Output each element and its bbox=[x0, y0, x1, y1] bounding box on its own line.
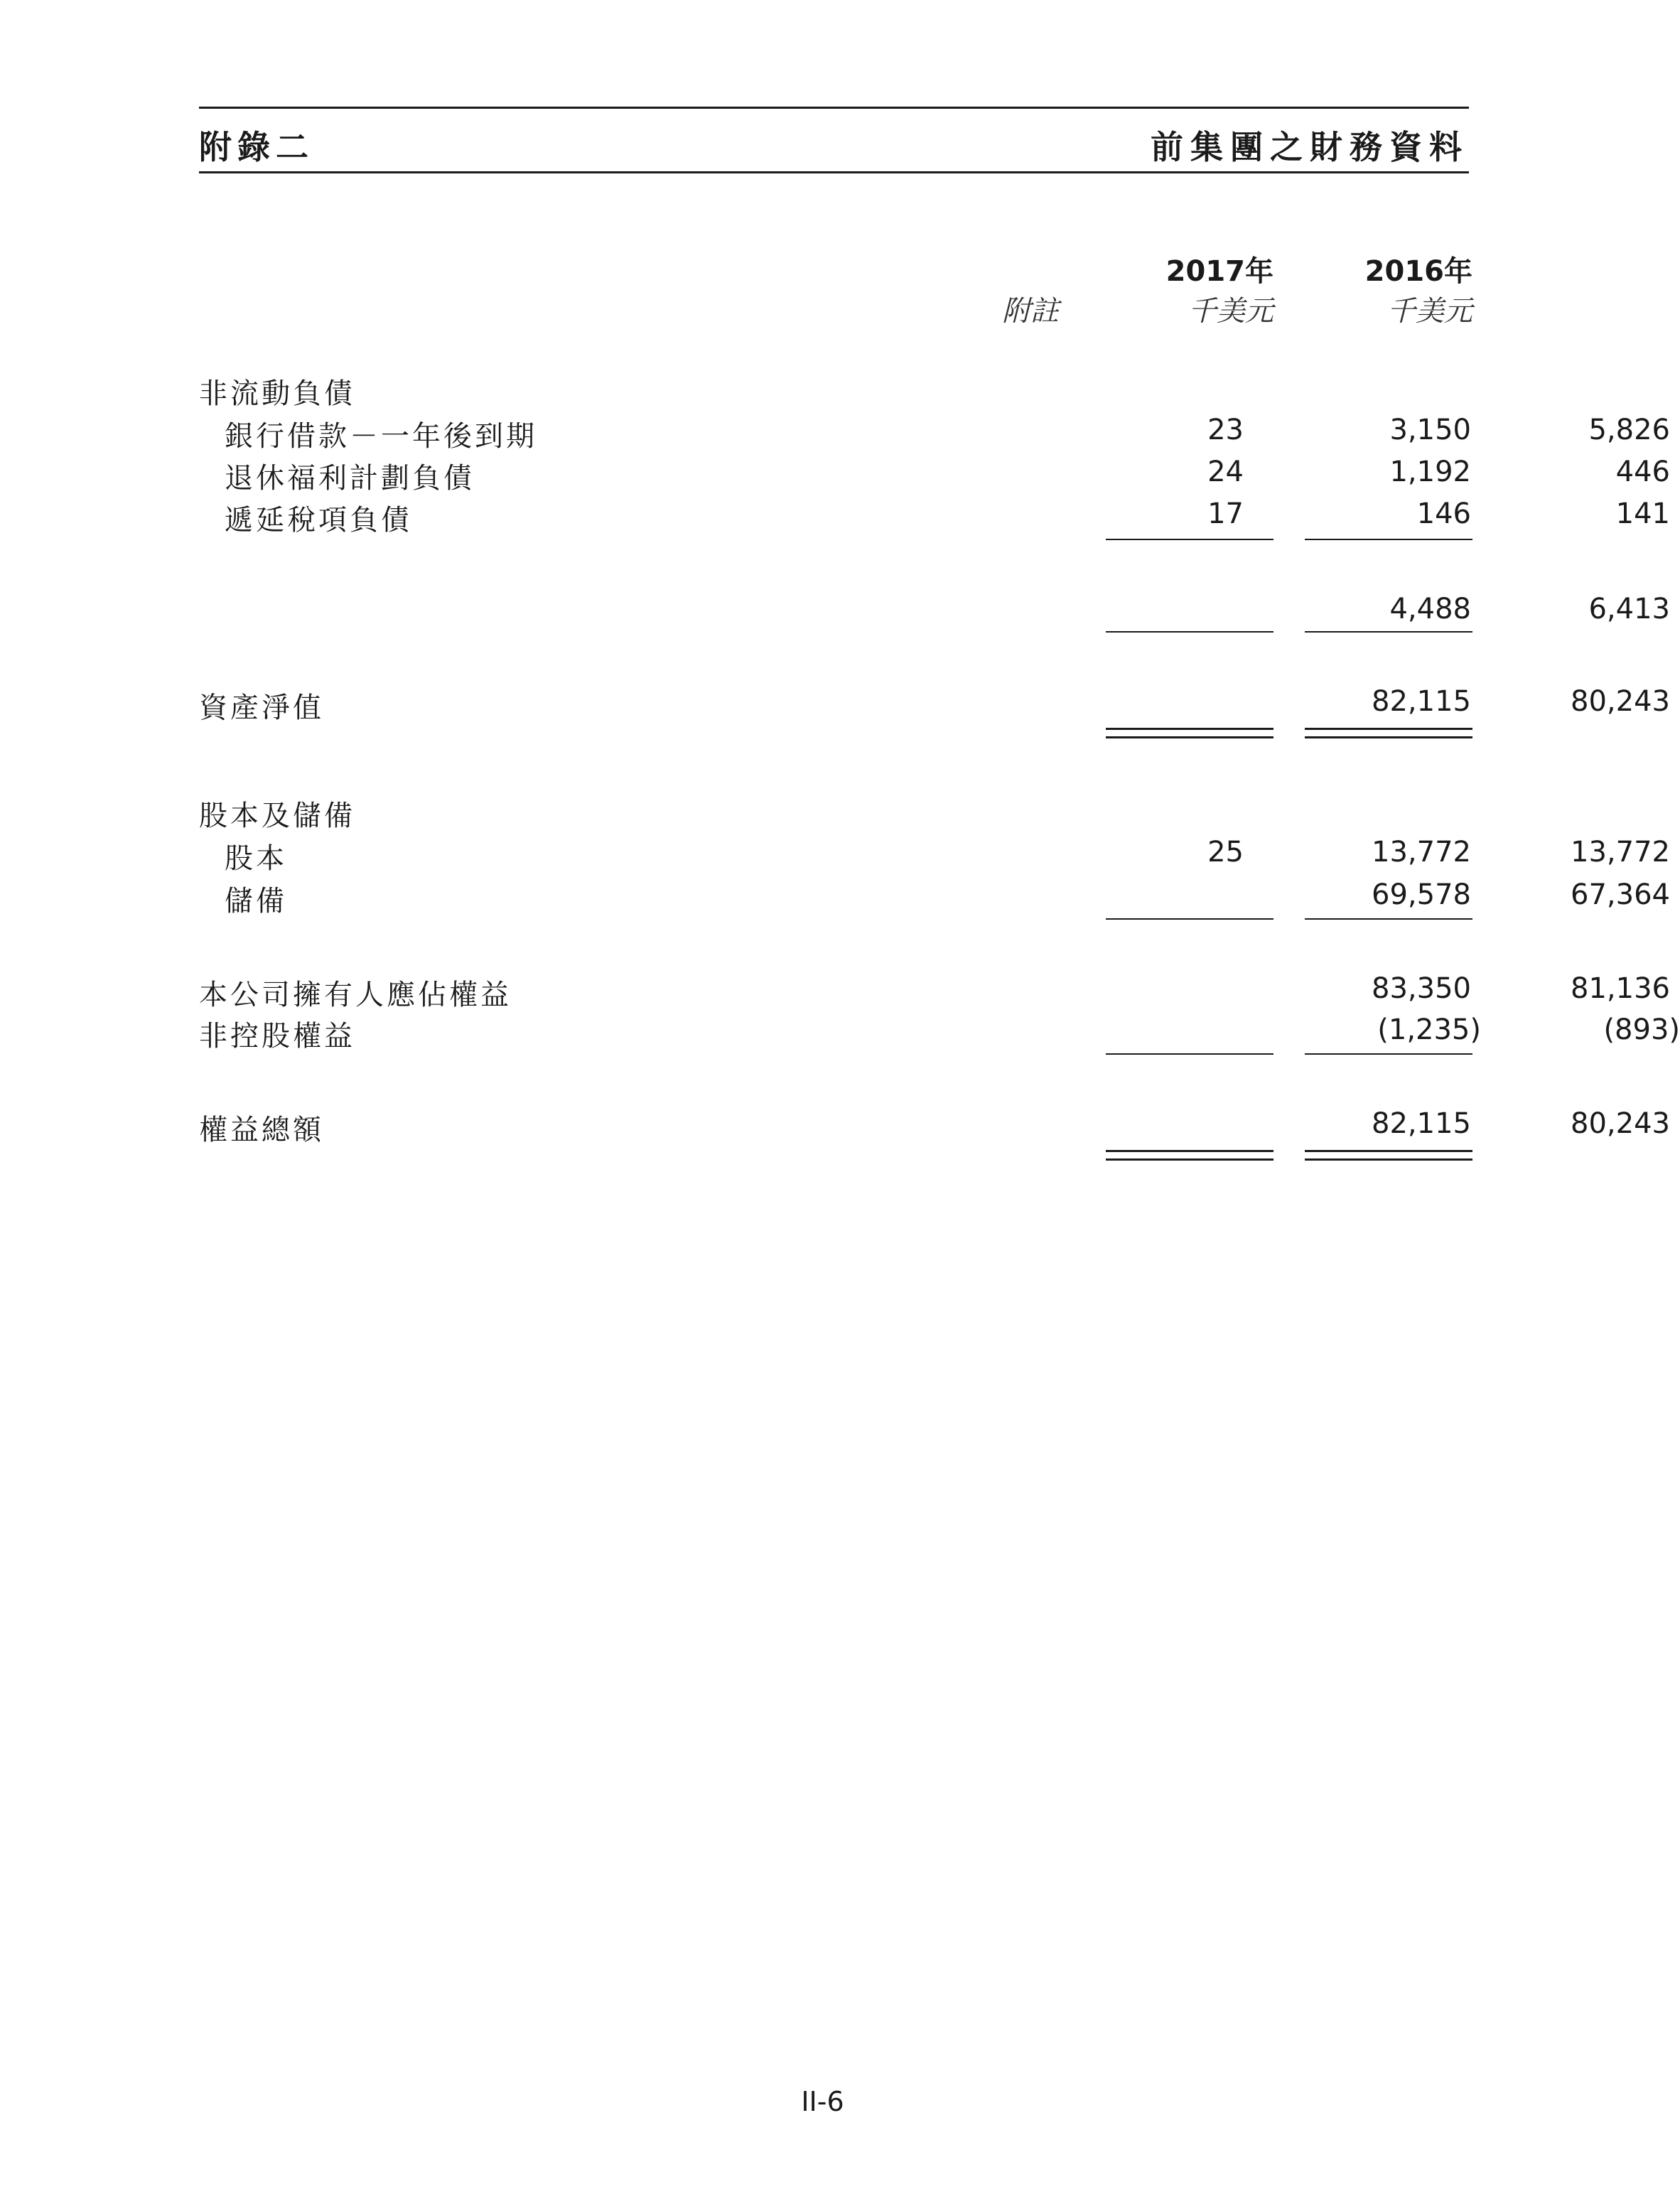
table-row-non-controlling-interests bbox=[199, 1013, 1680, 1056]
row-label: 權益總額 bbox=[199, 1114, 324, 1146]
row-label: 非控股權益 bbox=[199, 1020, 355, 1053]
value-2016: 13,772 bbox=[1571, 836, 1670, 869]
table-row-retirement-benefit bbox=[199, 456, 1670, 498]
table-row-share-capital bbox=[199, 836, 1670, 878]
table-row-bank-loans bbox=[199, 414, 1670, 456]
value-2017: 4,488 bbox=[1389, 593, 1471, 625]
row-note: 17 bbox=[1207, 498, 1244, 530]
table-row-deferred-tax bbox=[199, 498, 1670, 540]
underline bbox=[1106, 539, 1274, 540]
row-label: 退休福利計劃負債 bbox=[225, 462, 475, 495]
double-underline bbox=[1305, 736, 1472, 738]
section-label: 股本及儲備 bbox=[199, 800, 355, 832]
note-heading: 附註 bbox=[1002, 295, 1059, 328]
value-2017: 83,350 bbox=[1372, 972, 1471, 1005]
row-label: 本公司擁有人應佔權益 bbox=[199, 979, 512, 1011]
table-row-owners-equity bbox=[199, 972, 1670, 1015]
table-row-subtotal bbox=[199, 593, 1670, 635]
year-2017-heading: 2017年 bbox=[1165, 255, 1274, 288]
row-label: 股本 bbox=[225, 842, 287, 875]
value-2016: 5,826 bbox=[1588, 414, 1670, 446]
underline bbox=[1106, 631, 1274, 633]
value-2016: 6,413 bbox=[1588, 593, 1670, 625]
section-label: 非流動負債 bbox=[199, 377, 355, 410]
section-noncurrent-liabilities bbox=[199, 371, 1478, 414]
page-header bbox=[199, 107, 1469, 173]
value-2016: 141 bbox=[1615, 498, 1670, 530]
row-label: 銀行借款－一年後到期 bbox=[225, 420, 537, 453]
double-underline bbox=[1106, 736, 1274, 738]
section-capital-reserves bbox=[199, 793, 1478, 836]
page-number: II-6 bbox=[801, 2086, 844, 2117]
value-2016: 80,243 bbox=[1571, 1107, 1670, 1140]
value-2017: 3,150 bbox=[1389, 414, 1471, 446]
double-underline bbox=[1305, 1158, 1472, 1161]
value-2016: 446 bbox=[1615, 456, 1670, 488]
value-2017: (1,235) bbox=[1377, 1013, 1481, 1046]
value-2017: 82,115 bbox=[1372, 685, 1471, 718]
row-label: 儲備 bbox=[225, 885, 287, 918]
row-note: 24 bbox=[1207, 456, 1244, 488]
value-2017: 146 bbox=[1416, 498, 1471, 530]
row-label: 遞延稅項負債 bbox=[225, 504, 412, 537]
row-note: 23 bbox=[1207, 414, 1244, 446]
underline bbox=[1106, 918, 1274, 920]
double-underline bbox=[1305, 1150, 1472, 1152]
value-2016: 80,243 bbox=[1571, 685, 1670, 718]
double-underline bbox=[1305, 728, 1472, 730]
underline bbox=[1106, 1053, 1274, 1055]
table-row-reserves bbox=[199, 878, 1670, 921]
unit-2016-heading: 千美元 bbox=[1387, 295, 1472, 328]
appendix-title: 附錄二 bbox=[199, 128, 314, 166]
double-underline bbox=[1106, 1158, 1274, 1161]
unit-2017-heading: 千美元 bbox=[1188, 295, 1274, 328]
year-2016-heading: 2016年 bbox=[1364, 255, 1472, 288]
underline bbox=[1305, 918, 1472, 920]
value-2017: 82,115 bbox=[1372, 1107, 1471, 1140]
underline bbox=[1305, 539, 1472, 540]
table-row-net-assets bbox=[199, 685, 1670, 728]
table-row-total-equity bbox=[199, 1107, 1670, 1150]
section-title: 前集團之財務資料 bbox=[1151, 128, 1469, 166]
value-2017: 1,192 bbox=[1389, 456, 1471, 488]
row-label: 資產淨值 bbox=[199, 692, 324, 724]
row-note: 25 bbox=[1207, 836, 1244, 869]
value-2017: 13,772 bbox=[1372, 836, 1471, 869]
double-underline bbox=[1106, 1150, 1274, 1152]
value-2017: 69,578 bbox=[1372, 878, 1471, 911]
value-2016: 81,136 bbox=[1571, 972, 1670, 1005]
underline bbox=[1305, 631, 1472, 633]
underline bbox=[1305, 1053, 1472, 1055]
value-2016: 67,364 bbox=[1571, 878, 1670, 911]
double-underline bbox=[1106, 728, 1274, 730]
value-2016: (893) bbox=[1603, 1013, 1680, 1046]
